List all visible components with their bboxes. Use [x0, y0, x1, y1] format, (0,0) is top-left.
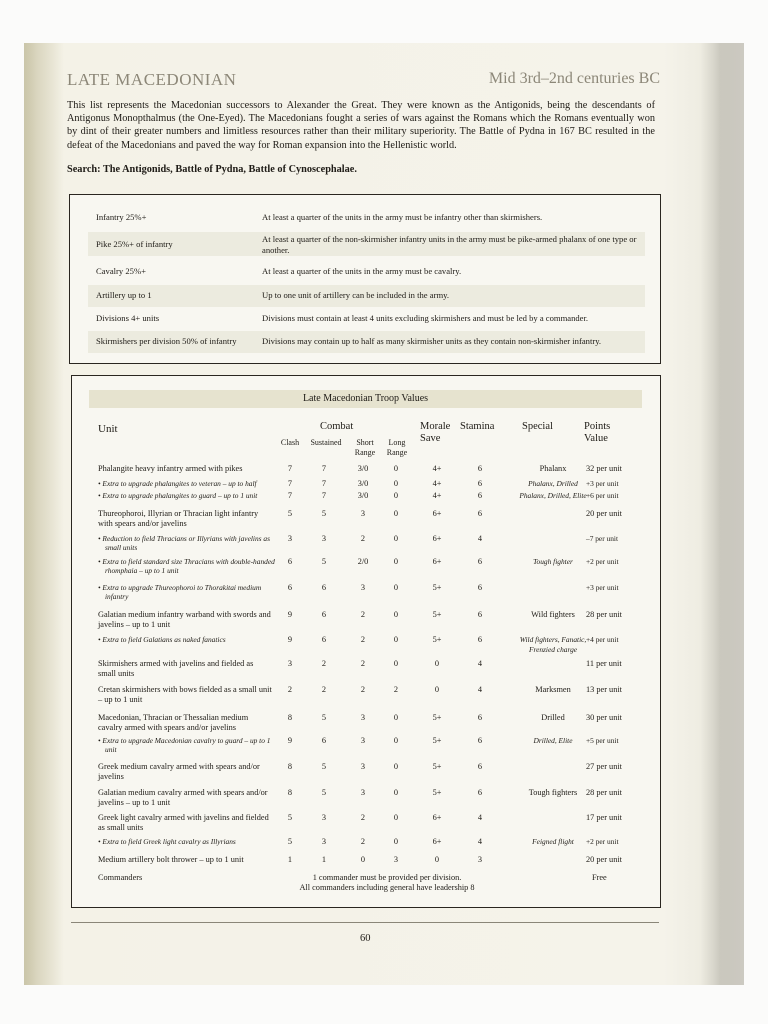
unit-name: • Extra to upgrade Macedonian cavalry to guard – up to 1 unit [98, 736, 271, 754]
rule-row [88, 308, 645, 330]
rule-name: Cavalry 25%+ [96, 266, 146, 276]
rule-desc: Divisions may contain up to half as many skirmisher units as they contain non-skirmisher infantry. [262, 336, 602, 346]
cell-stamina: 6 [477, 479, 483, 488]
cell-points: 11 per unit [586, 659, 622, 668]
cell-sustained: 6 [321, 610, 327, 619]
cell-long: 0 [393, 464, 399, 473]
intro-paragraph: This list represents the Macedonian successors to Alexander the Great. They were known as the Antigonids, being the descendants of Antigonus Monopthalmus (the One-Eyed). The Macedonians fought a series of wars against the Romans which the Romans eventually won by dint of their greater numbers and limitless resources rather than their military superiority. The Battle of Pydna in 167 BC resulted in the defeat of the Macedonians and paved the way for Roman expansion into the Hellenistic world. [67, 100, 655, 151]
cell-short: 3/0 [357, 479, 369, 488]
unit-name: Phalangite heavy infantry armed with pikes [98, 464, 243, 473]
period-heading: Mid 3rd–2nd centuries BC [488, 70, 660, 87]
cell-stamina: 6 [477, 557, 483, 566]
footer-rule [71, 922, 659, 923]
rule-desc: Up to one unit of artillery can be included in the army. [262, 290, 450, 300]
rule-desc: At least a quarter of the units in the army must be infantry other than skirmishers. [262, 212, 543, 222]
cell-long: 0 [393, 813, 399, 822]
col-header-points: Points Value [584, 421, 611, 444]
cell-morale: 5+ [432, 788, 442, 797]
cell-morale: 5+ [432, 762, 442, 771]
rule-desc: Divisions must contain at least 4 units excluding skirmishers and must be led by a commander. [262, 313, 589, 323]
cell-stamina: 6 [477, 464, 483, 473]
col-header-clash: Clash [280, 438, 300, 447]
cell-morale: 5+ [432, 736, 442, 745]
cell-sustained: 6 [321, 635, 327, 644]
cell-short: 3 [360, 762, 366, 771]
unit-name: Greek light cavalry armed with javelins and fielded as small units [98, 813, 269, 832]
cell-sustained: 6 [321, 736, 327, 745]
cell-clash: 8 [287, 762, 293, 771]
rule-row [88, 331, 645, 353]
cell-short: 2 [360, 534, 366, 543]
page-left-texture [24, 43, 64, 985]
cell-morale: 6+ [432, 534, 442, 543]
cell-points: +3 per unit [586, 583, 619, 592]
col-header-long-range: Long Range [386, 438, 408, 457]
cell-points: +3 per unit [586, 479, 619, 488]
cell-special: Drilled [541, 713, 565, 722]
cell-clash: 8 [287, 788, 293, 797]
cell-stamina: 4 [477, 837, 483, 846]
unit-name: Skirmishers armed with javelins and fielded as small units [98, 659, 254, 678]
commanders-note-2: All commanders including general have leadership 8 [299, 883, 475, 892]
cell-points: 32 per unit [586, 464, 622, 473]
cell-short: 3 [360, 736, 366, 745]
cell-sustained: 5 [321, 762, 327, 771]
rule-row [88, 207, 645, 229]
cell-short: 3/0 [357, 491, 369, 500]
cell-morale: 5+ [432, 610, 442, 619]
cell-morale: 4+ [432, 479, 442, 488]
rule-name: Infantry 25%+ [96, 212, 147, 222]
cell-sustained: 6 [321, 583, 327, 592]
cell-stamina: 4 [477, 813, 483, 822]
cell-points: +5 per unit [586, 736, 619, 745]
cell-clash: 9 [287, 736, 293, 745]
col-header-unit: Unit [98, 423, 118, 435]
cell-long: 0 [393, 837, 399, 846]
cell-stamina: 6 [477, 610, 483, 619]
cell-special: Marksmen [535, 685, 571, 694]
cell-long: 0 [393, 762, 399, 771]
cell-clash: 6 [287, 557, 293, 566]
cell-short: 0 [360, 855, 366, 864]
cell-special: Drilled, Elite [533, 736, 573, 745]
cell-long: 0 [393, 788, 399, 797]
unit-name: • Extra to field Galatians as naked fanatics [98, 635, 226, 644]
cell-short: 2 [360, 659, 366, 668]
unit-name: Medium artillery bolt thrower – up to 1 unit [98, 855, 244, 864]
cell-short: 2 [360, 837, 366, 846]
cell-sustained: 5 [321, 557, 327, 566]
page-number: 60 [360, 933, 371, 944]
cell-long: 0 [393, 713, 399, 722]
cell-short: 3 [360, 509, 366, 518]
cell-special: Wild fighters [531, 610, 575, 619]
cell-clash: 5 [287, 837, 293, 846]
rule-name: Artillery up to 1 [96, 290, 152, 300]
cell-long: 0 [393, 534, 399, 543]
cell-long: 0 [393, 557, 399, 566]
cell-sustained: 5 [321, 788, 327, 797]
table-title: Late Macedonian Troop Values [89, 390, 642, 408]
cell-sustained: 5 [321, 713, 327, 722]
cell-clash: 7 [287, 479, 293, 488]
cell-stamina: 6 [477, 788, 483, 797]
cell-sustained: 3 [321, 813, 327, 822]
unit-name: Galatian medium cavalry armed with spears and/or javelins – up to 1 unit [98, 788, 268, 807]
cell-stamina: 4 [477, 685, 483, 694]
cell-long: 3 [393, 855, 399, 864]
cell-sustained: 5 [321, 509, 327, 518]
cell-clash: 3 [287, 534, 293, 543]
cell-long: 0 [393, 635, 399, 644]
cell-morale: 4+ [432, 464, 442, 473]
cell-special: Feigned flight [532, 837, 574, 846]
unit-name: • Extra to upgrade Thureophoroi to Thorakitai medium infantry [98, 583, 262, 601]
cell-clash: 9 [287, 635, 293, 644]
cell-long: 0 [393, 509, 399, 518]
col-header-special: Special [522, 421, 553, 432]
troop-values-table [71, 375, 661, 908]
cell-points: –7 per unit [586, 534, 619, 543]
cell-sustained: 7 [321, 479, 327, 488]
cell-points: 28 per unit [586, 788, 622, 797]
unit-name: • Extra to upgrade phalangites to guard – up to 1 unit [98, 491, 258, 500]
unit-name: Macedonian, Thracian or Thessalian medium cavalry armed with spears and/or javelins [98, 713, 249, 732]
cell-morale: 5+ [432, 713, 442, 722]
cell-stamina: 6 [477, 491, 483, 500]
cell-morale: 6+ [432, 837, 442, 846]
cell-long: 0 [393, 659, 399, 668]
rule-name: Pike 25%+ of infantry [96, 239, 173, 249]
rule-desc: At least a quarter of the non-skirmisher infantry units in the army must be pike-armed phalanx of one type or another. [262, 234, 637, 255]
cell-points: 13 per unit [586, 685, 622, 694]
rule-row [88, 285, 645, 307]
cell-morale: 0 [434, 659, 440, 668]
unit-name: Commanders [98, 873, 143, 882]
cell-points: 30 per unit [586, 713, 622, 722]
rule-row [88, 232, 645, 256]
cell-short: 2 [360, 685, 366, 694]
cell-clash: 3 [287, 659, 293, 668]
cell-sustained: 1 [321, 855, 327, 864]
cell-stamina: 3 [477, 855, 483, 864]
cell-short: 2 [360, 813, 366, 822]
cell-special: Tough fighters [528, 788, 578, 797]
unit-name: Cretan skirmishers with bows fielded as a small unit – up to 1 unit [98, 685, 272, 704]
cell-morale: 6+ [432, 813, 442, 822]
page-fold-shadow [700, 43, 744, 985]
col-header-sustained: Sustained [310, 438, 342, 447]
cell-points: +2 per unit [586, 557, 619, 566]
cell-points: 20 per unit [586, 509, 622, 518]
cell-clash: 6 [287, 583, 293, 592]
cell-points: 20 per unit [586, 855, 622, 864]
cell-long: 0 [393, 583, 399, 592]
cell-special: Wild fighters, Fanatic, Frenzied charge [519, 635, 587, 654]
rule-name: Skirmishers per division 50% of infantry [96, 336, 237, 346]
cell-points: +4 per unit [586, 635, 619, 644]
cell-long: 2 [393, 685, 399, 694]
cell-long: 0 [393, 479, 399, 488]
cell-stamina: 6 [477, 583, 483, 592]
cell-stamina: 4 [477, 534, 483, 543]
cell-sustained: 3 [321, 837, 327, 846]
cell-morale: 0 [434, 685, 440, 694]
cell-points: 27 per unit [586, 762, 622, 771]
cell-points: 17 per unit [586, 813, 622, 822]
cell-morale: 5+ [432, 583, 442, 592]
cell-long: 0 [393, 736, 399, 745]
rule-desc: At least a quarter of the units in the army must be cavalry. [262, 266, 462, 276]
unit-name: Thureophoroi, Illyrian or Thracian light infantry with spears and/or javelins [98, 509, 259, 528]
cell-morale: 4+ [432, 491, 442, 500]
commanders-note-1: 1 commander must be provided per division. [312, 873, 462, 882]
col-header-morale: Morale Save [420, 421, 451, 444]
cell-clash: 8 [287, 713, 293, 722]
cell-clash: 2 [287, 685, 293, 694]
cell-short: 3 [360, 713, 366, 722]
cell-sustained: 2 [321, 659, 327, 668]
unit-name: • Extra to field Greek light cavalry as Illyrians [98, 837, 236, 846]
cell-clash: 7 [287, 491, 293, 500]
unit-name: • Extra to upgrade phalangites to veteran – up to half [98, 479, 257, 488]
army-rules-box [69, 194, 661, 364]
cell-long: 0 [393, 610, 399, 619]
col-header-combat: Combat [320, 421, 354, 432]
cell-special: Phalanx [539, 464, 567, 473]
cell-short: 3/0 [357, 464, 369, 473]
cell-clash: 1 [287, 855, 293, 864]
cell-sustained: 3 [321, 534, 327, 543]
rule-row [88, 261, 645, 283]
cell-morale: 6+ [432, 557, 442, 566]
cell-clash: 5 [287, 813, 293, 822]
cell-long: 0 [393, 491, 399, 500]
col-header-short-range: Short Range [354, 438, 376, 457]
cell-clash: 5 [287, 509, 293, 518]
cell-sustained: 7 [321, 491, 327, 500]
cell-short: 2 [360, 635, 366, 644]
page-title: LATE MACEDONIAN [67, 70, 237, 89]
cell-stamina: 6 [477, 713, 483, 722]
cell-morale: 0 [434, 855, 440, 864]
unit-name: • Reduction to field Thracians or Illyrians with javelins as small units [98, 534, 270, 552]
cell-stamina: 4 [477, 659, 483, 668]
cell-short: 3 [360, 583, 366, 592]
cell-stamina: 6 [477, 762, 483, 771]
points-value: Free [592, 873, 607, 882]
cell-morale: 5+ [432, 635, 442, 644]
cell-stamina: 6 [477, 736, 483, 745]
unit-name: • Extra to field standard size Thracians with double-handed rhomphaia – up to 1 unit [98, 557, 275, 575]
unit-name: Greek medium cavalry armed with spears and/or javelins [98, 762, 260, 781]
cell-clash: 7 [287, 464, 293, 473]
cell-points: +6 per unit [586, 491, 619, 500]
rule-name: Divisions 4+ units [96, 313, 160, 323]
cell-points: 28 per unit [586, 610, 622, 619]
cell-sustained: 2 [321, 685, 327, 694]
cell-stamina: 6 [477, 509, 483, 518]
search-line: Search: The Antigonids, Battle of Pydna, Battle of Cynoscephalae. [67, 164, 357, 175]
cell-short: 3 [360, 788, 366, 797]
cell-sustained: 7 [321, 464, 327, 473]
cell-clash: 9 [287, 610, 293, 619]
cell-special: Phalanx, Drilled, Elite [519, 491, 587, 500]
cell-special: Phalanx, Drilled [528, 479, 578, 488]
cell-points: +2 per unit [586, 837, 619, 846]
cell-special: Tough fighter [533, 557, 573, 566]
cell-stamina: 6 [477, 635, 483, 644]
cell-short: 2/0 [357, 557, 369, 566]
unit-name: Galatian medium infantry warband with swords and javelins – up to 1 unit [98, 610, 271, 629]
col-header-stamina: Stamina [460, 421, 495, 432]
cell-short: 2 [360, 610, 366, 619]
cell-morale: 6+ [432, 509, 442, 518]
